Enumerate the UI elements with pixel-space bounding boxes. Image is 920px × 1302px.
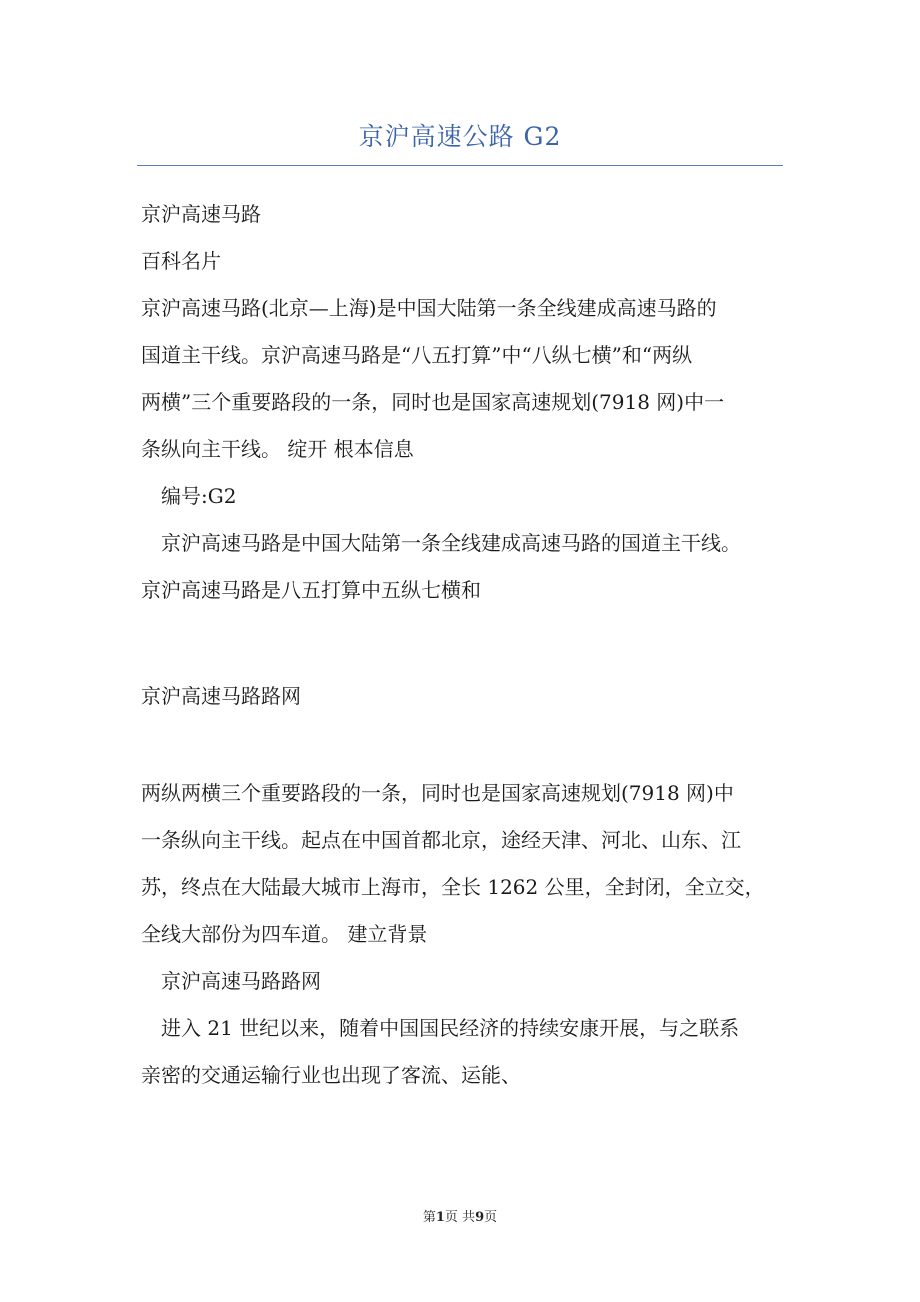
text-line: 编号:G2 bbox=[161, 484, 237, 508]
text-line: 一条纵向主干线。起点在中国首都北京，途经天津、河北、山东、江 bbox=[141, 828, 741, 852]
text-line: 百科名片 bbox=[141, 249, 221, 273]
text-line: 两纵两横三个重要路段的一条，同时也是国家高速规划(7918 网)中 bbox=[141, 781, 734, 805]
title-underline bbox=[137, 165, 783, 166]
text-line: 苏，终点在大陆最大城市上海市，全长 1262 公里，全封闭，全立交， bbox=[141, 875, 765, 899]
text-line: 京沪高速马路路网 bbox=[161, 969, 321, 993]
text-line: 亲密的交通运输行业也出现了客流、运能、 bbox=[141, 1063, 521, 1087]
text-line: 条纵向主干线。 绽开 根本信息 bbox=[141, 437, 414, 461]
text-line: 国道主干线。京沪高速马路是“八五打算”中“八纵七横”和“两纵 bbox=[141, 343, 693, 367]
text-line: 京沪高速马路(北京—上海)是中国大陆第一条全线建成高速马路的 bbox=[141, 296, 717, 320]
text-line: 京沪高速马路是中国大陆第一条全线建成高速马路的国道主干线。 bbox=[161, 531, 741, 555]
document-title: 京沪高速公路 G2 bbox=[358, 122, 562, 151]
current-page-number: 1 bbox=[435, 1210, 445, 1225]
footer-mid: 页 共 bbox=[444, 1210, 476, 1225]
text-block-3 bbox=[141, 770, 791, 1099]
text-line: 全线大部份为四车道。 建立背景 bbox=[141, 922, 428, 946]
total-page-count: 9 bbox=[475, 1210, 485, 1225]
text-line: 京沪高速马路路网 bbox=[141, 684, 301, 708]
text-line: 两横”三个重要路段的一条，同时也是国家高速规划(7918 网)中一 bbox=[141, 390, 725, 414]
text-line: 京沪高速马路 bbox=[141, 202, 261, 226]
text-line: 进入 21 世纪以来，随着中国国民经济的持续安康开展，与之联系 bbox=[161, 1016, 740, 1040]
text-block-2 bbox=[141, 673, 791, 720]
text-block-1 bbox=[141, 191, 791, 614]
text-line: 京沪高速马路是八五打算中五纵七横和 bbox=[141, 578, 481, 602]
footer-prefix: 第 bbox=[422, 1210, 436, 1225]
page-footer bbox=[0, 1206, 920, 1225]
footer-suffix: 页 bbox=[484, 1210, 498, 1225]
